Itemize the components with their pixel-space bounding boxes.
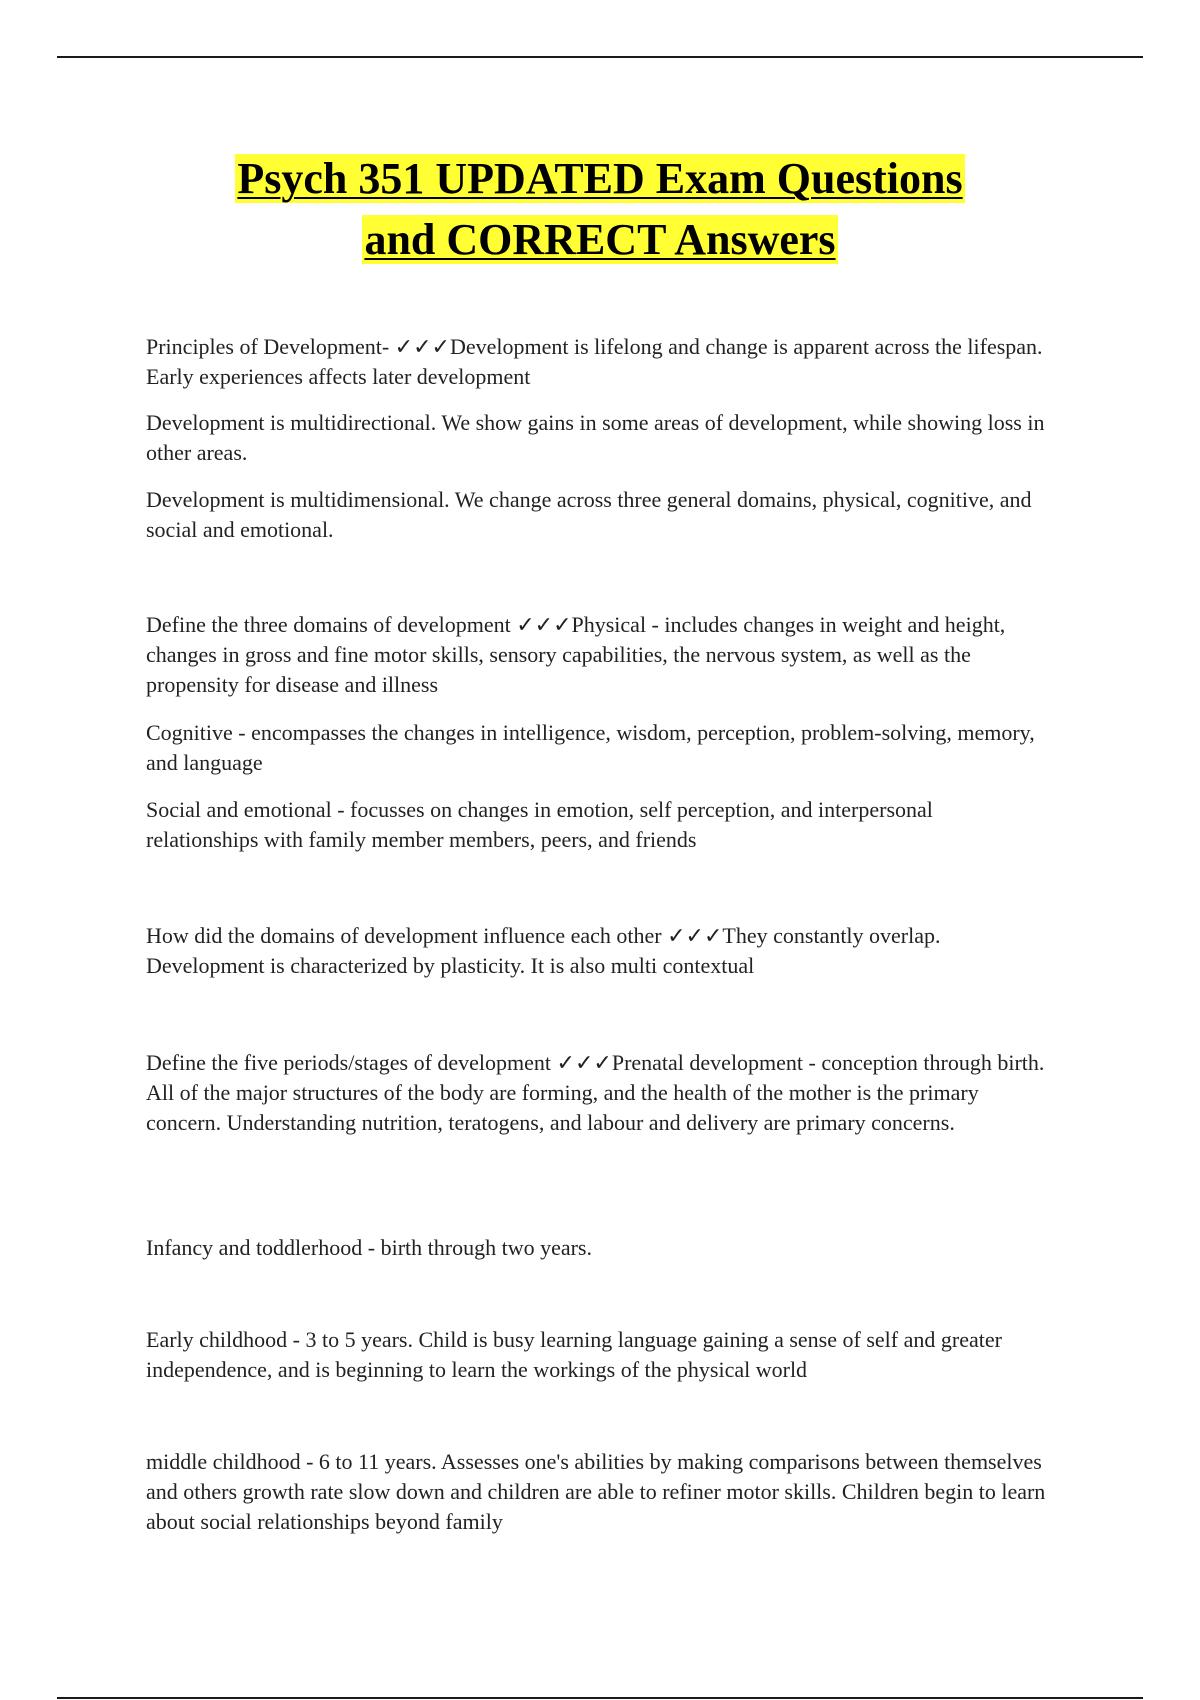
- qa-middle-childhood: [146, 1447, 1046, 1537]
- paragraph: Infancy and toddlerhood - birth through two years.: [146, 1235, 592, 1260]
- paragraph: Development is multidirectional. We show gains in some areas of development, while showing loss in other areas.: [146, 410, 1045, 465]
- title-line-1: Psych 351 UPDATED Exam Questions: [237, 154, 963, 203]
- qa-social-emotional: [146, 795, 1046, 855]
- qa-multidimensional: [146, 485, 1046, 545]
- paragraph: Principles of Development- ✓✓✓Development is lifelong and change is apparent across the lifespan. Early experiences affects later development: [146, 334, 1043, 389]
- qa-domains-influence: [146, 921, 1046, 981]
- qa-multidirectional: [146, 408, 1046, 468]
- paragraph: Define the five periods/stages of development ✓✓✓Prenatal development - conception through birth. All of the major structures of the body are forming, and the health of the mother is the primary concern. Understanding nutrition, teratogens, and labour and delivery are primary concerns.: [146, 1050, 1045, 1135]
- paragraph: middle childhood - 6 to 11 years. Assesses one's abilities by making comparisons between themselves and others growth rate slow down and children are able to refiner motor skills. Children begin to learn about social relationships beyond family: [146, 1449, 1046, 1534]
- qa-three-domains: [146, 610, 1046, 700]
- paragraph: Development is multidimensional. We change across three general domains, physical, cognitive, and social and emotional.: [146, 487, 1032, 542]
- paragraph: Define the three domains of development ✓✓✓Physical - includes changes in weight and height, changes in gross and fine motor skills, sensory capabilities, the nervous system, as well as the propensity for disease and illness: [146, 612, 1006, 697]
- top-rule: [57, 56, 1143, 58]
- bottom-rule: [57, 1697, 1143, 1699]
- qa-early-childhood: [146, 1325, 1046, 1385]
- paragraph: How did the domains of development influence each other ✓✓✓They constantly overlap. Development is characterized by plasticity. It is also multi contextual: [146, 923, 941, 978]
- paragraph: Cognitive - encompasses the changes in intelligence, wisdom, perception, problem-solving, memory, and language: [146, 720, 1035, 775]
- title-line-2: and CORRECT Answers: [364, 215, 836, 264]
- paragraph: Early childhood - 3 to 5 years. Child is busy learning language gaining a sense of self and greater independence, and is beginning to learn the workings of the physical world: [146, 1327, 1002, 1382]
- qa-infancy: [146, 1233, 1046, 1263]
- qa-principles-of-development: [146, 332, 1046, 392]
- document-title: [100, 148, 1100, 270]
- qa-cognitive: [146, 718, 1046, 778]
- paragraph: Social and emotional - focusses on changes in emotion, self perception, and interpersonal relationships with family member members, peers, and friends: [146, 797, 933, 852]
- qa-five-periods: [146, 1048, 1046, 1138]
